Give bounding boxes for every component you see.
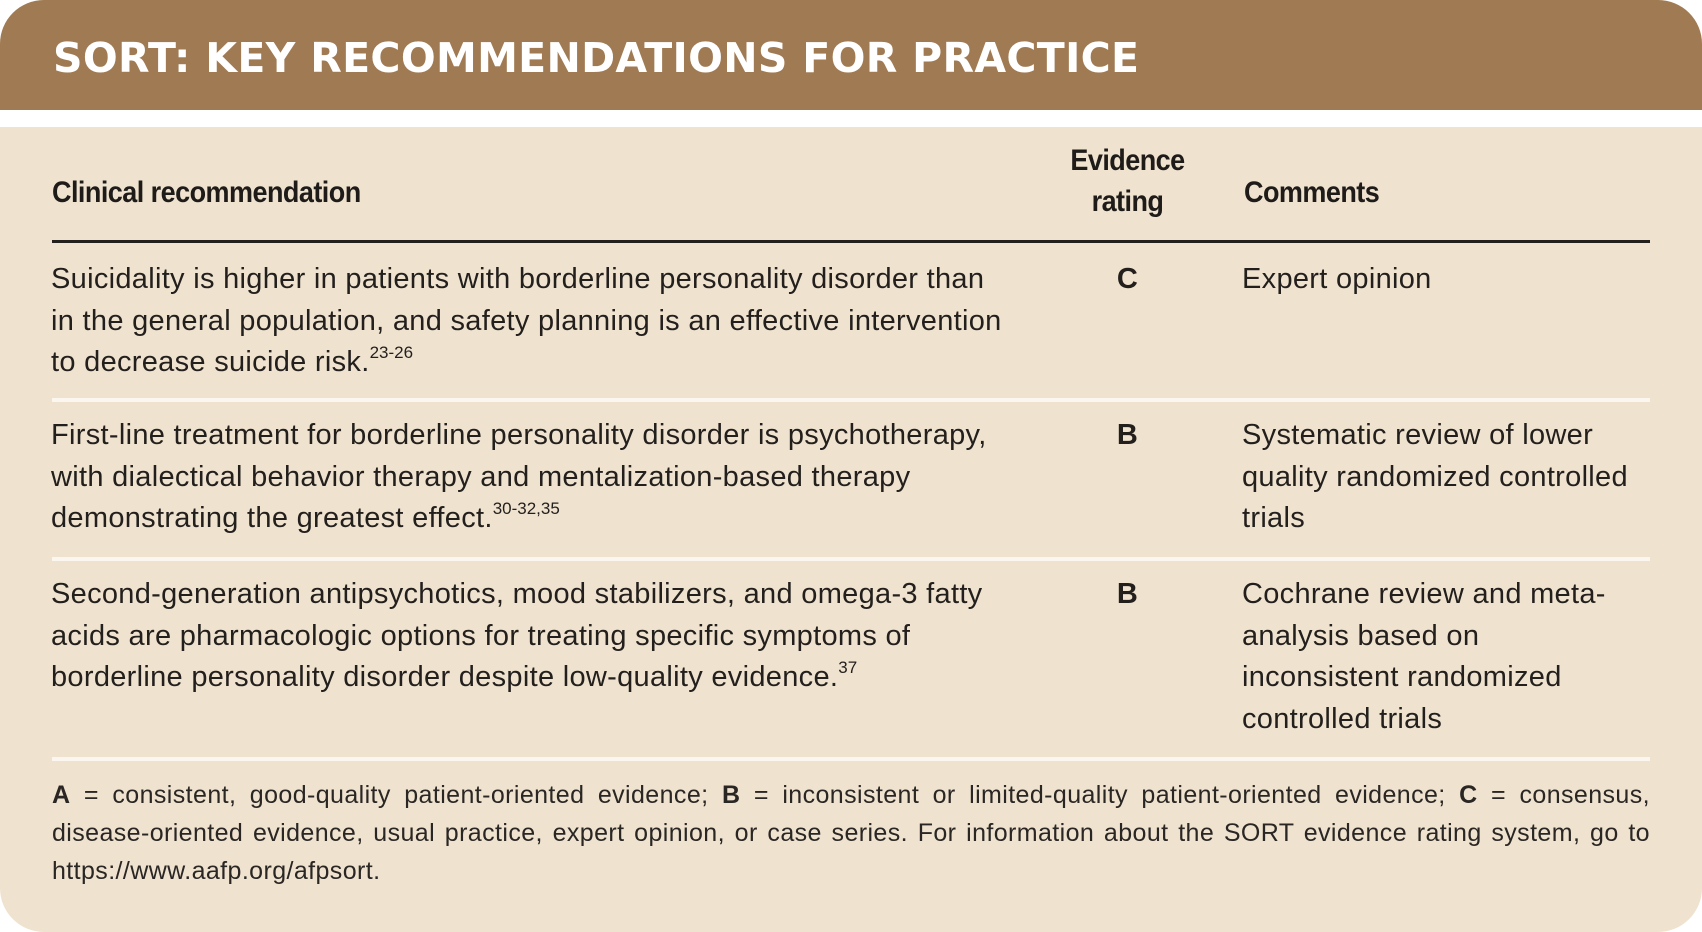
row-divider xyxy=(52,557,1650,561)
table-row-2-comment: Systematic review of lower quality randomized controlled trials xyxy=(1242,419,1628,534)
recommendation-text: First-line treatment for borderline personality disorder is psychotherapy, with dialectical behavior therapy and mentalization-based therapy demonstrating the greatest effect. xyxy=(51,419,987,534)
table-row-2-rating: B xyxy=(1116,419,1139,451)
row-divider xyxy=(52,757,1650,761)
row-divider xyxy=(52,398,1650,402)
table-row-1-rating: C xyxy=(1116,263,1139,295)
reference-superscript: 37 xyxy=(838,658,858,677)
reference-superscript: 30-32,35 xyxy=(492,499,560,518)
footnote-text-c: = consensus, disease-oriented evidence, usual practice, expert opinion, or case series. For information about the SORT evidence rating system, go to https://www.aafp.org/afpsort. xyxy=(52,781,1650,885)
reference-superscript: 23-26 xyxy=(369,343,414,362)
table-row-2-recommendation xyxy=(51,415,1041,540)
footnote-text-b: = inconsistent or limited-quality patient-oriented evidence; xyxy=(740,781,1460,809)
footnote-text-a: = consistent, good-quality patient-oriented evidence; xyxy=(70,781,722,809)
header-evidence-line1: Evidence xyxy=(1070,144,1185,177)
header-comments: Comments xyxy=(1244,176,1380,209)
table-row-3-rating: B xyxy=(1116,578,1139,610)
recommendation-text: Second-generation antipsychotics, mood stabilizers, and omega-3 fatty acids are pharmacologic options for treating specific symptoms of borderline personality disorder despite low-quality evidence. xyxy=(51,578,983,693)
header-evidence-line2: rating xyxy=(1091,185,1164,218)
header-clinical-recommendation: Clinical recommendation xyxy=(52,176,361,209)
footnote-key-a: A xyxy=(52,781,71,809)
table-row-3-comment: Cochrane review and meta-analysis based on inconsistent randomized controlled trials xyxy=(1242,578,1606,735)
header-evidence-rating xyxy=(1058,140,1198,222)
table-row-1-recommendation xyxy=(51,259,1011,384)
footnote-key-c: C xyxy=(1459,781,1478,809)
footnote-legend xyxy=(52,776,1650,890)
footnote-key-b: B xyxy=(721,781,741,809)
page-title: SORT: KEY RECOMMENDATIONS FOR PRACTICE xyxy=(53,34,1140,82)
table-row-1-comment: Expert opinion xyxy=(1242,263,1432,295)
table-row-3-recommendation xyxy=(51,574,1011,699)
banner-gap xyxy=(0,110,1702,127)
recommendation-text: Suicidality is higher in patients with borderline personality disorder than in the general population, and safety planning is an effective intervention to decrease suicide risk. xyxy=(51,263,1002,378)
header-rule xyxy=(52,240,1650,243)
